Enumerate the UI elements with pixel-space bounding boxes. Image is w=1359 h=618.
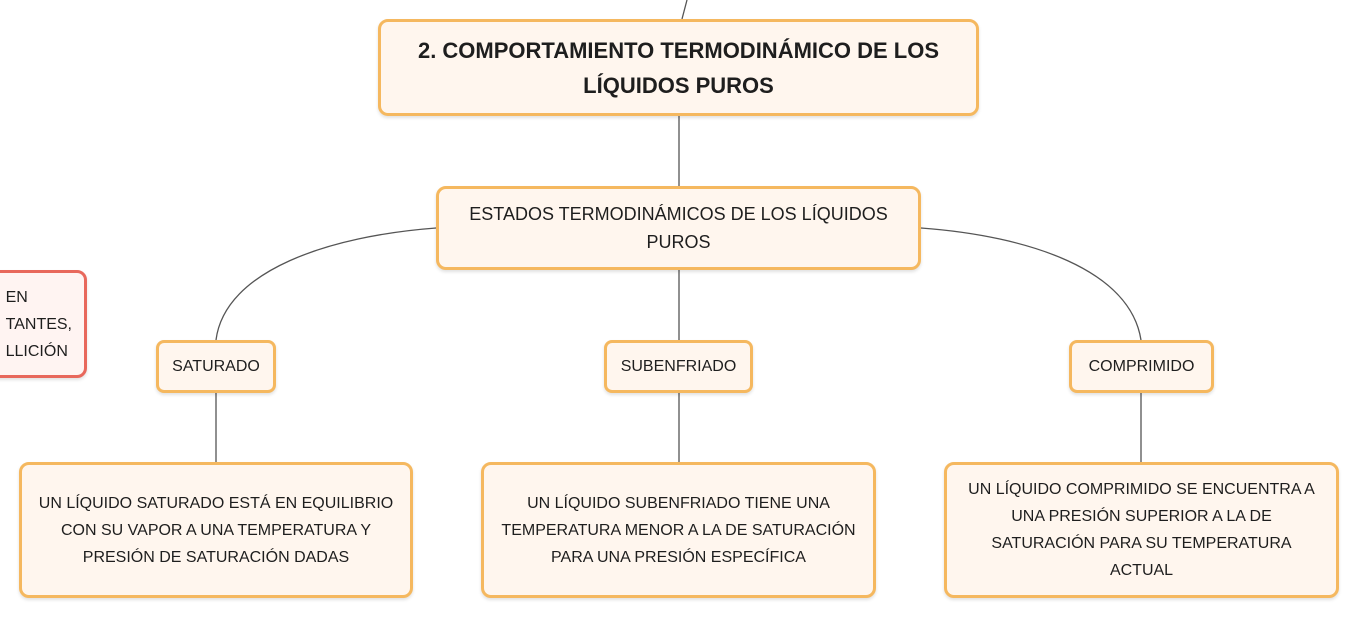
side-node-line: TANTES, [5,315,72,333]
root-topic-line: LÍQUIDOS PUROS [583,72,774,98]
description-text [968,476,1315,584]
description-text [39,490,393,571]
connector-main-to-saturado [216,228,436,340]
description-node-comprimido[interactable] [944,462,1339,598]
description-line: TEMPERATURA MENOR A LA DE SATURACIÓN [501,521,856,539]
category-label: SATURADO [172,357,260,375]
description-line: ACTUAL [1109,562,1174,579]
connector-main-to-comprimido [921,228,1141,340]
root-topic-node[interactable] [378,19,979,116]
main-topic-line: ESTADOS TERMODINÁMICOS DE LOS LÍQUIDOS [469,204,888,224]
category-label: COMPRIMIDO [1088,357,1195,375]
description-line: PARA UNA PRESIÓN ESPECÍFICA [551,548,806,566]
side-node-line: LLICIÓN [5,342,68,360]
description-line: UNA PRESIÓN SUPERIOR A LA DE [1011,508,1272,525]
description-line: UN LÍQUIDO COMPRIMIDO SE ENCUENTRA A [968,481,1315,498]
category-node-comprimido[interactable] [1069,340,1214,393]
side-node-line: EN [5,288,28,306]
description-line: UN LÍQUIDO SATURADO ESTÁ EN EQUILIBRIO [38,494,394,512]
description-node-subenfriado[interactable] [481,462,876,598]
root-topic-line: 2. COMPORTAMIENTO TERMODINÁMICO DE LOS [417,37,940,63]
side-node-text [6,284,72,365]
connector-top-incoming [682,0,687,19]
root-topic-text [418,33,939,103]
category-node-saturado[interactable] [156,340,276,393]
main-topic-line: PUROS [646,232,711,252]
description-text [501,490,855,571]
description-line: PRESIÓN DE SATURACIÓN DADAS [82,548,350,566]
main-topic-text [469,200,887,256]
category-label: SUBENFRIADO [620,357,737,375]
side-node-partial[interactable] [0,270,87,378]
description-line: SATURACIÓN PARA SU TEMPERATURA [991,535,1292,552]
description-line: CON SU VAPOR A UNA TEMPERATURA Y [60,521,371,539]
description-line: UN LÍQUIDO SUBENFRIADO TIENE UNA [527,494,830,512]
category-node-subenfriado[interactable] [604,340,753,393]
main-topic-node[interactable] [436,186,921,270]
description-node-saturado[interactable] [19,462,413,598]
